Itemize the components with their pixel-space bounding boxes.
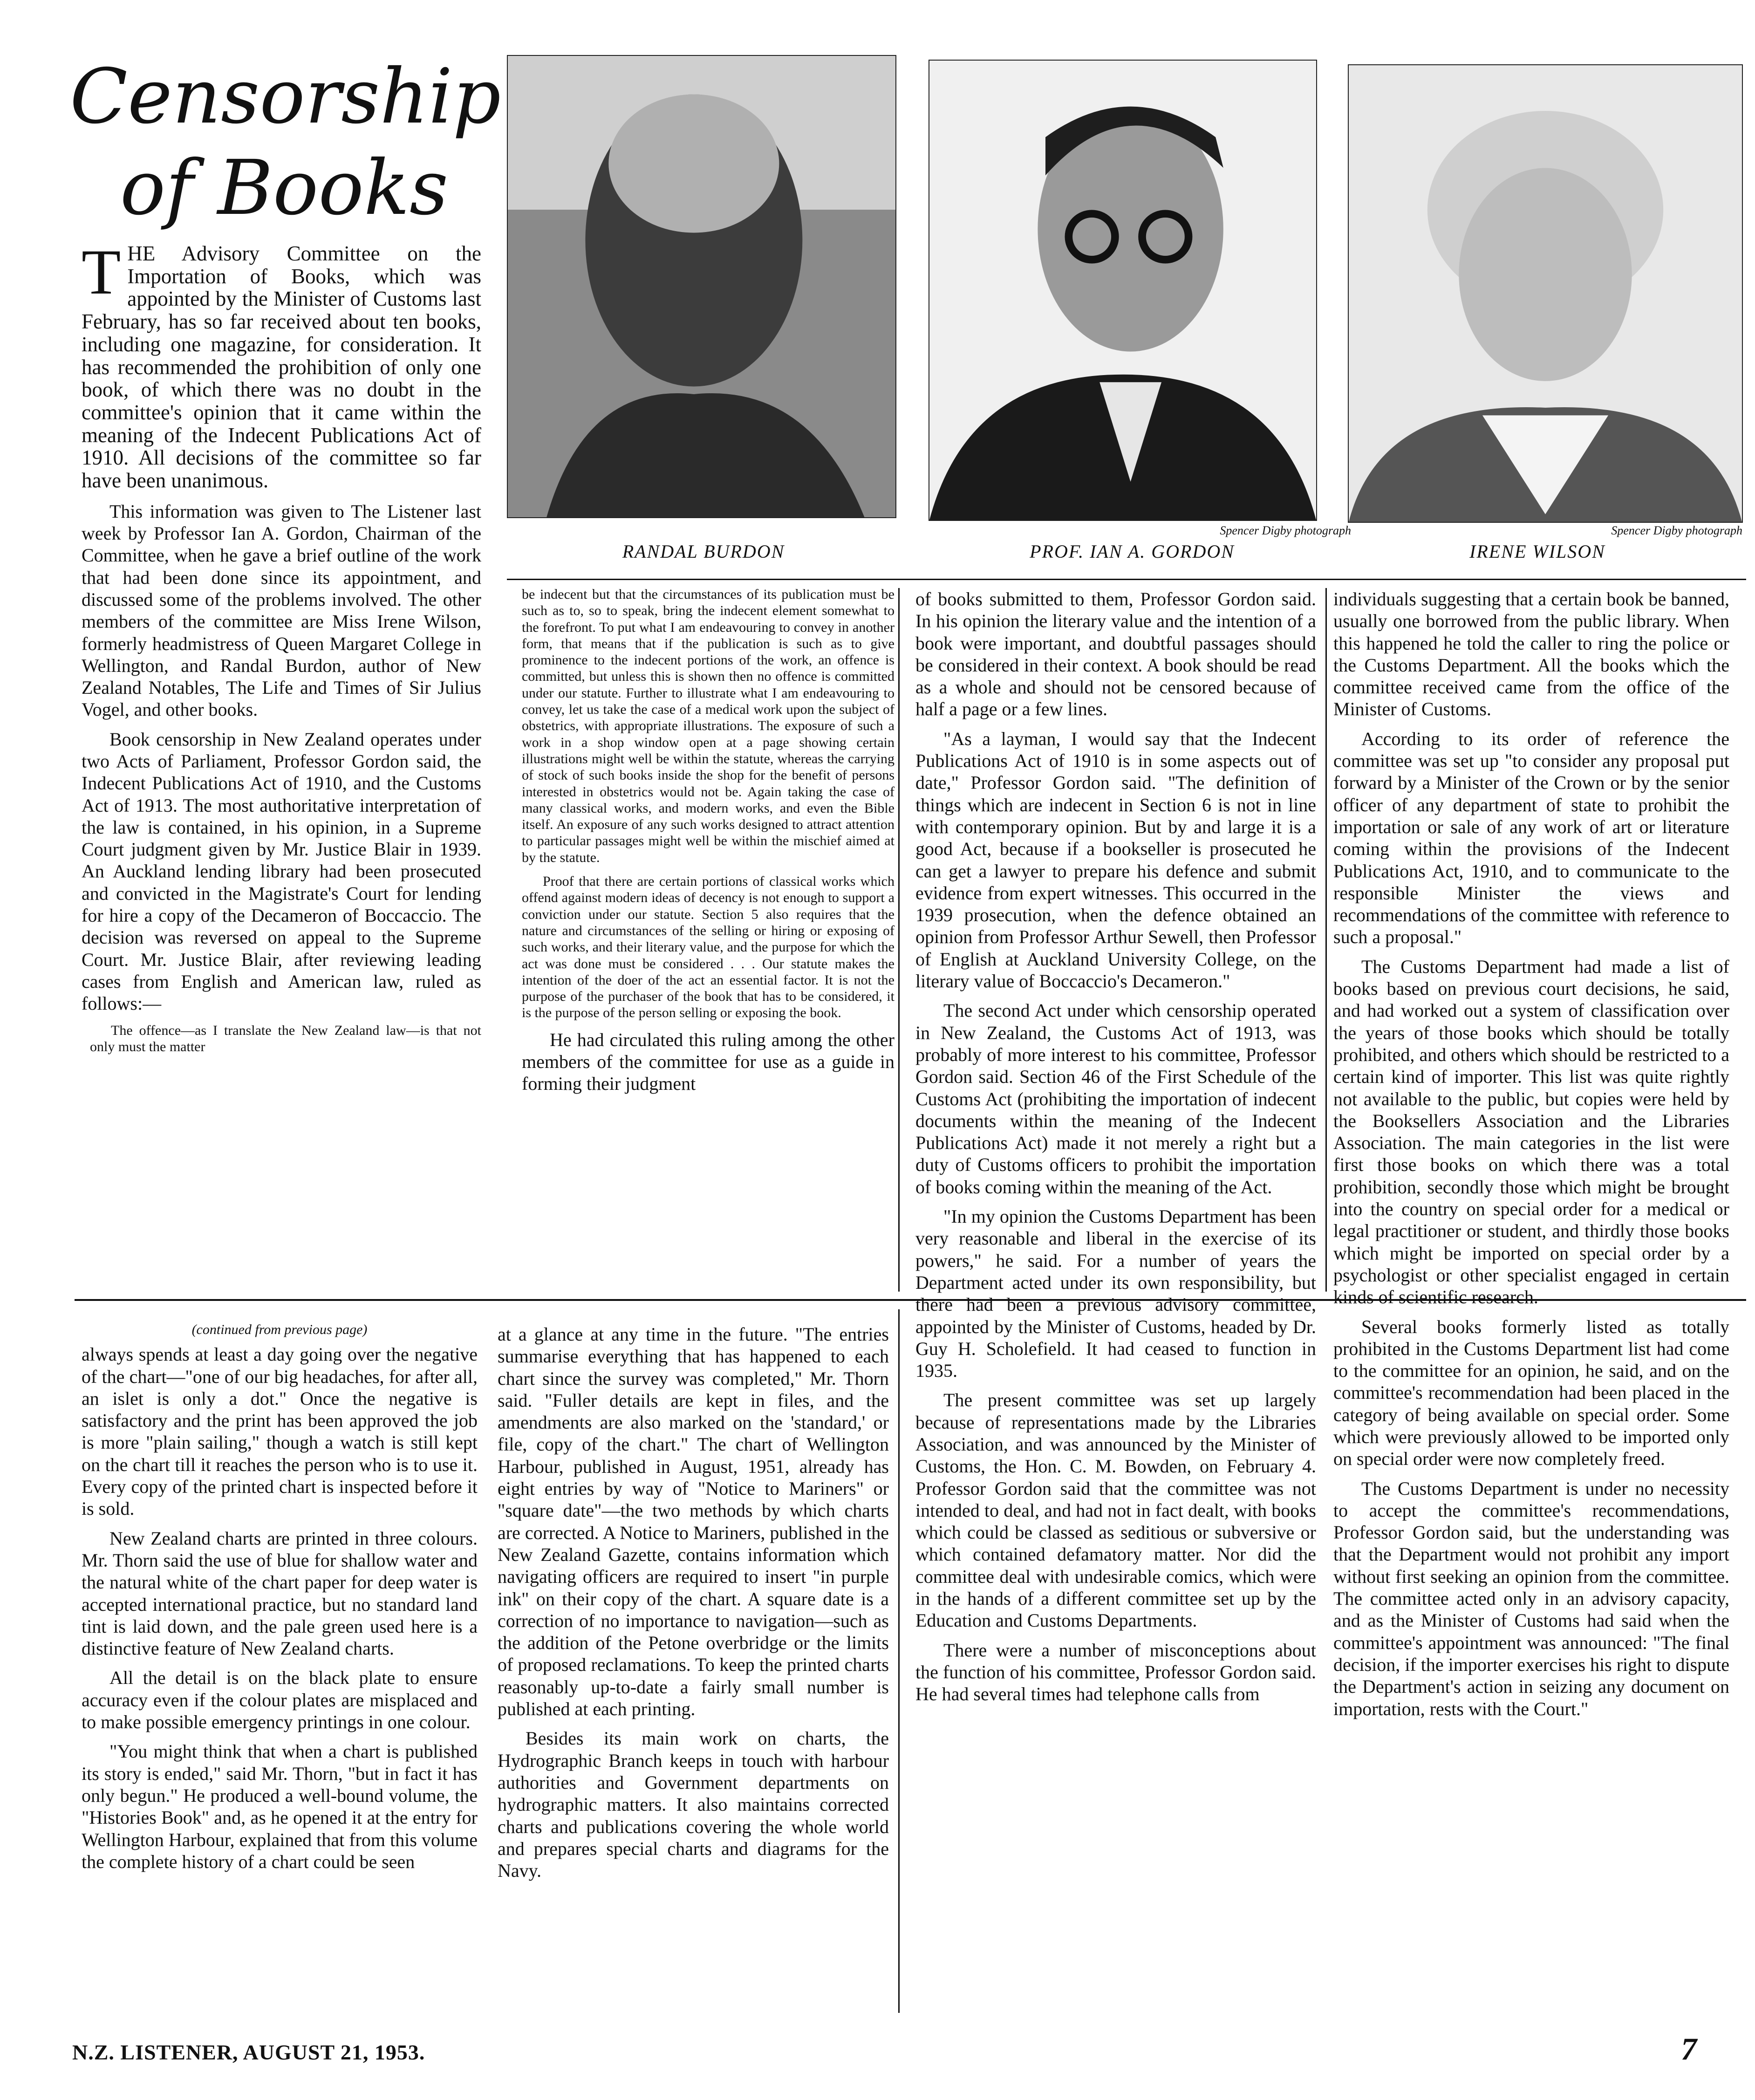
article-column-1 [82,236,481,1293]
article-column-3 [915,588,1316,2004]
photo-randal-burdon [507,55,896,518]
paragraph: He had circulated this ruling among the other members of the committee for use as a guide in forming their judgment [522,1029,895,1094]
paragraph: This information was given to The Listener last week by Professor Ian A. Gordon, Chairman of the Committee, when he gave a brief outline of the work that had been done since its appointment, and discussed some of the problems involved. The other members of the committee are Miss Irene Wilson, formerly headmistress of Queen Margaret College in Wellington, and Randal Burdon, author of New Zealand Notables, The Life and Times of Sir Julius Vogel, and other books. [82,500,481,720]
article-column-2 [522,586,895,1285]
photo-ian-gordon [929,60,1317,521]
paragraph: According to its order of reference the committee was set up "to consider any proposal put forward by a Minister of the Crown or by the senior officer of any department of state to prohibit the importation or sale of any work of art or literature coming within the provisions of the Indecent Publications Act, 1910, and to communicate to the responsible Minister the views and recommendations of the committee with reference to such a proposal." [1333,728,1729,948]
page-number: 7 [1681,2031,1697,2066]
footer-publication-date: N.Z. LISTENER, AUGUST 21, 1953. [72,2040,425,2064]
paragraph: "You might think that when a chart is published its story is ended," said Mr. Thorn, "but in fact it has only begun." He produced a well-bound volume, the "Histories Book" and, as he opened it at the entry for Wellington Harbour, explained that from this volume the complete history of a chart could be seen [82,1741,478,1872]
caption-ian-gordon: PROF. IAN A. GORDON [1030,541,1235,562]
paragraph: always spends at least a day going over the negative of the chart—"one of our big headaches, for after all, an islet is only a dot." Once the negative is satisfactory and the print has been approved the job is more "plain sailing," though a watch is still kept on the chart till it reaches the person who is to use it. Every copy of the printed chart is inspected before it is sold. [82,1344,478,1519]
paragraph: The present committee was set up largely because of representations made by the Libraries Association, and was announced by the Minister of Customs, the Hon. C. M. Bowden, on February 4. Professor Gordon said that the committee was not intended to deal, and had not in fact dealt, with books which could be classed as seditious or subversive or which contained defamatory matter. Nor did the committee deal with undesirable comics, which were in the hands of a different committee set up by the Education and Customs Departments. [915,1389,1316,1631]
photo-credit-wilson: Spencer Digby photograph [1611,524,1742,537]
photo-irene-wilson [1348,64,1743,523]
paragraph: of books submitted to them, Professor Gordon said. In his opinion the literary value and the intention of a book were important, and doubtful passages should be considered in their context. A book should be read as a whole and should not be censored because of half a page or a few lines. [915,588,1316,720]
paragraph: The Customs Department had made a list of books based on previous court decisions, he said, and had worked out a system of classification over the years of those books which should be totally prohibited, and others which should be restricted to a certain kind of importer. This list was quite rightly not available to the public, but copies were held by the Booksellers Association and the Libraries Association. The main categories in the list were first those books on which there was a total prohibition, secondly those which might be brought into the country on special order for a medical or legal practitioner or student, and thirdly those books which might be imported on special order by a psychologist or other specialist engaged in certain kinds of scientific research. [1333,956,1729,1308]
paragraph: All the detail is on the black plate to ensure accuracy even if the colour plates are misplaced and to make possible emergency printings in one colour. [82,1667,478,1733]
article-title: Censorship of Books [70,53,501,232]
caption-irene-wilson: IRENE WILSON [1469,541,1605,562]
paragraph: The Customs Department is under no necessity to accept the committee's recommendations, Professor Gordon said, but the understanding was that the Department would not prohibit any import without first seeking an opinion from the committee. The committee acted only in an advisory capacity, and as the Minister of Customs had said when the committee's appointment was announced: "The final decision, if the importer exercises his right to dispute the Department's action in seizing any document on importation, rests with the Court." [1333,1478,1729,1719]
charts-story-column-2 [498,1323,889,2008]
rule-under-photos [507,579,1746,580]
block-quote: Proof that there are certain portions of classical works which offend against modern ideas of decency is not enough to support a conviction under our statute. Section 5 also requires that the nature and circumstances of the selling or hiring or exposing of such works, and their literary value, and the purpose for which the act was done must be considered . . . Our statute makes the intention of the doer of the act an essential factor. It is not the purpose of the purchaser of the book that has to be considered, it is the purpose of the person selling or exposing the book. [522,874,895,1021]
paragraph: The second Act under which censorship operated in New Zealand, the Customs Act of 1913, was probably of more interest to his committee, Professor Gordon said. Section 46 of the First Schedule of the Customs Act (prohibiting the importation of indecent documents within the meaning of the Indecent Publications Act) made it not merely a right but a duty of Customs officers to prohibit the importation of books coming within the meaning of the Act. [915,1000,1316,1197]
paragraph: "As a layman, I would say that the Indecent Publications Act of 1910 is in some aspects out of date," Professor Gordon said. "The definition of things which are indecent in Section 6 is not in line with contemporary opinion. But by and large it is a good Act, because if a bookseller is prosecuted he can get a lawyer to prepare his defence and submit evidence from expert witnesses. This occurred in the 1939 prosecution, when the defence obtained an opinion from Professor Arthur Sewell, then Professor of English at Auckland University College, on the literary value of Boccaccio's Decameron." [915,728,1316,992]
paragraph: New Zealand charts are printed in three colours. Mr. Thorn said the use of blue for shallow water and the natural white of the chart paper for deep water is accepted international practice, but no standard land tint is laid down, and the pale green used here is a distinctive feature of New Zealand charts. [82,1527,478,1659]
charts-story-column-1 [82,1319,478,2008]
rule-column-divider-3 [898,1309,900,2013]
block-quote: The offence—as I translate the New Zealand law—is that not only must the matter [90,1022,481,1054]
paragraph: at a glance at any time in the future. "The entries summarise everything that has happened to each chart since the survey was completed," Mr. Thorn said. "Fuller details are kept in files, and the amendments are also marked on the 'standard,' or file, copy of the chart." The chart of Wellington Harbour, published in August, 1951, already has eight entries by way of "Notice to Mariners" or "square date"—the two methods by which charts are corrected. A Notice to Mariners, published in the New Zealand Gazette, contains information which navigating officers are required to insert "in purple ink" on their copy of the chart. A square date is a correction of no importance to navigation—such as the addition of the Petone overbridge or the limits of proposed reclamations. To keep the printed charts reasonably up-to-date a fairly small number is published at each printing. [498,1324,889,1720]
article-column-4 [1333,588,1729,2004]
paragraph: Besides its main work on charts, the Hydrographic Branch keeps in touch with harbour authorities and Government departments on hydrographic matters. It also maintains corrected charts and publications covering the whole world and prepares special charts and diagrams for the Navy. [498,1728,889,1881]
continued-label: (continued from previous page) [191,1322,368,1337]
rule-column-divider-2 [1325,588,1327,1292]
caption-randal-burdon: RANDAL BURDON [622,541,785,562]
paragraph: There were a number of misconceptions about the function of his committee, Professor Gordon said. He had several times had telephone calls from [915,1639,1316,1705]
paragraph: Book censorship in New Zealand operates under two Acts of Parliament, Professor Gordon said, the Indecent Publications Act of 1910, and the Customs Act of 1913. The most authoritative interpretation of the law is contained, in his opinion, in a Supreme Court judgment given by Mr. Justice Blair in 1939. An Auckland lending library had been prosecuted and convicted in the Magistrate's Court for lending for hire a copy of the Decameron of Boccaccio. The decision was reversed on appeal to the Supreme Court. Mr. Justice Blair, after reviewing leading cases from English and American law, ruled as follows:— [82,728,481,1014]
article-lead [82,236,481,493]
drop-cap: T [82,236,121,308]
paragraph: Several books formerly listed as totally prohibited in the Customs Department list had come to the committee for an opinion, he said, and on the committee's recommendation had been placed in the category of being available on special order. Some which were previously allowed to be imported only on special order were now completely freed. [1333,1316,1729,1470]
rule-column-divider-1 [898,588,900,1292]
photo-credit-gordon: Spencer Digby photograph [1220,524,1351,537]
block-quote: be indecent but that the circumstances of its publication must be such as to, so to speak, bring the indecent element somewhat to the forefront. To put what I am endeavouring to convey in another form, that means that if the publication is such as to give prominence to the indecent portions of the work, an offence is committed, but unless this is shown then no offence is committed under our statute. Further to illustrate what I am endeavouring to convey, let us take the case of a medical work upon the subject of obstetrics, with appropriate illustrations. The exposure of such a work in a shop window open at a page showing certain illustrations might well be within the statute, whereas the carrying of stock of such books inside the shop for the benefit of persons interested in obstetrics would not be. Again taking the case of many classical works, and modern works, and even the Bible itself. An exposure of any such works designed to attract attention to particular passages might well be within the mischief aimed at by the statute. [522,587,895,865]
paragraph: "In my opinion the Customs Department has been very reasonable and liberal in the exercise of its powers," he said. For a number of years the Department acted under its own responsibility, but there had been a previous advisory committee, appointed by the Minister of Customs, headed by Dr. Guy H. Scholefield. It had ceased to function in 1935. [915,1206,1316,1382]
paragraph: individuals suggesting that a certain book be banned, usually one borrowed from the public library. When this happened he told the caller to ring the police or the Customs Department. All the books which the committee received came from the office of the Minister of Customs. [1333,588,1729,720]
lead-text: HE Advisory Committee on the Importation of Books, which was appointed by the Minister of Customs last February, has so far received about ten books, including one magazine, for consideration. It has recommended the prohibition of only one book, of which there was no doubt in the committee's opinion that it came within the meaning of the Indecent Publications Act of 1910. All decisions of the committee so far have been unanimous. [82,242,481,493]
